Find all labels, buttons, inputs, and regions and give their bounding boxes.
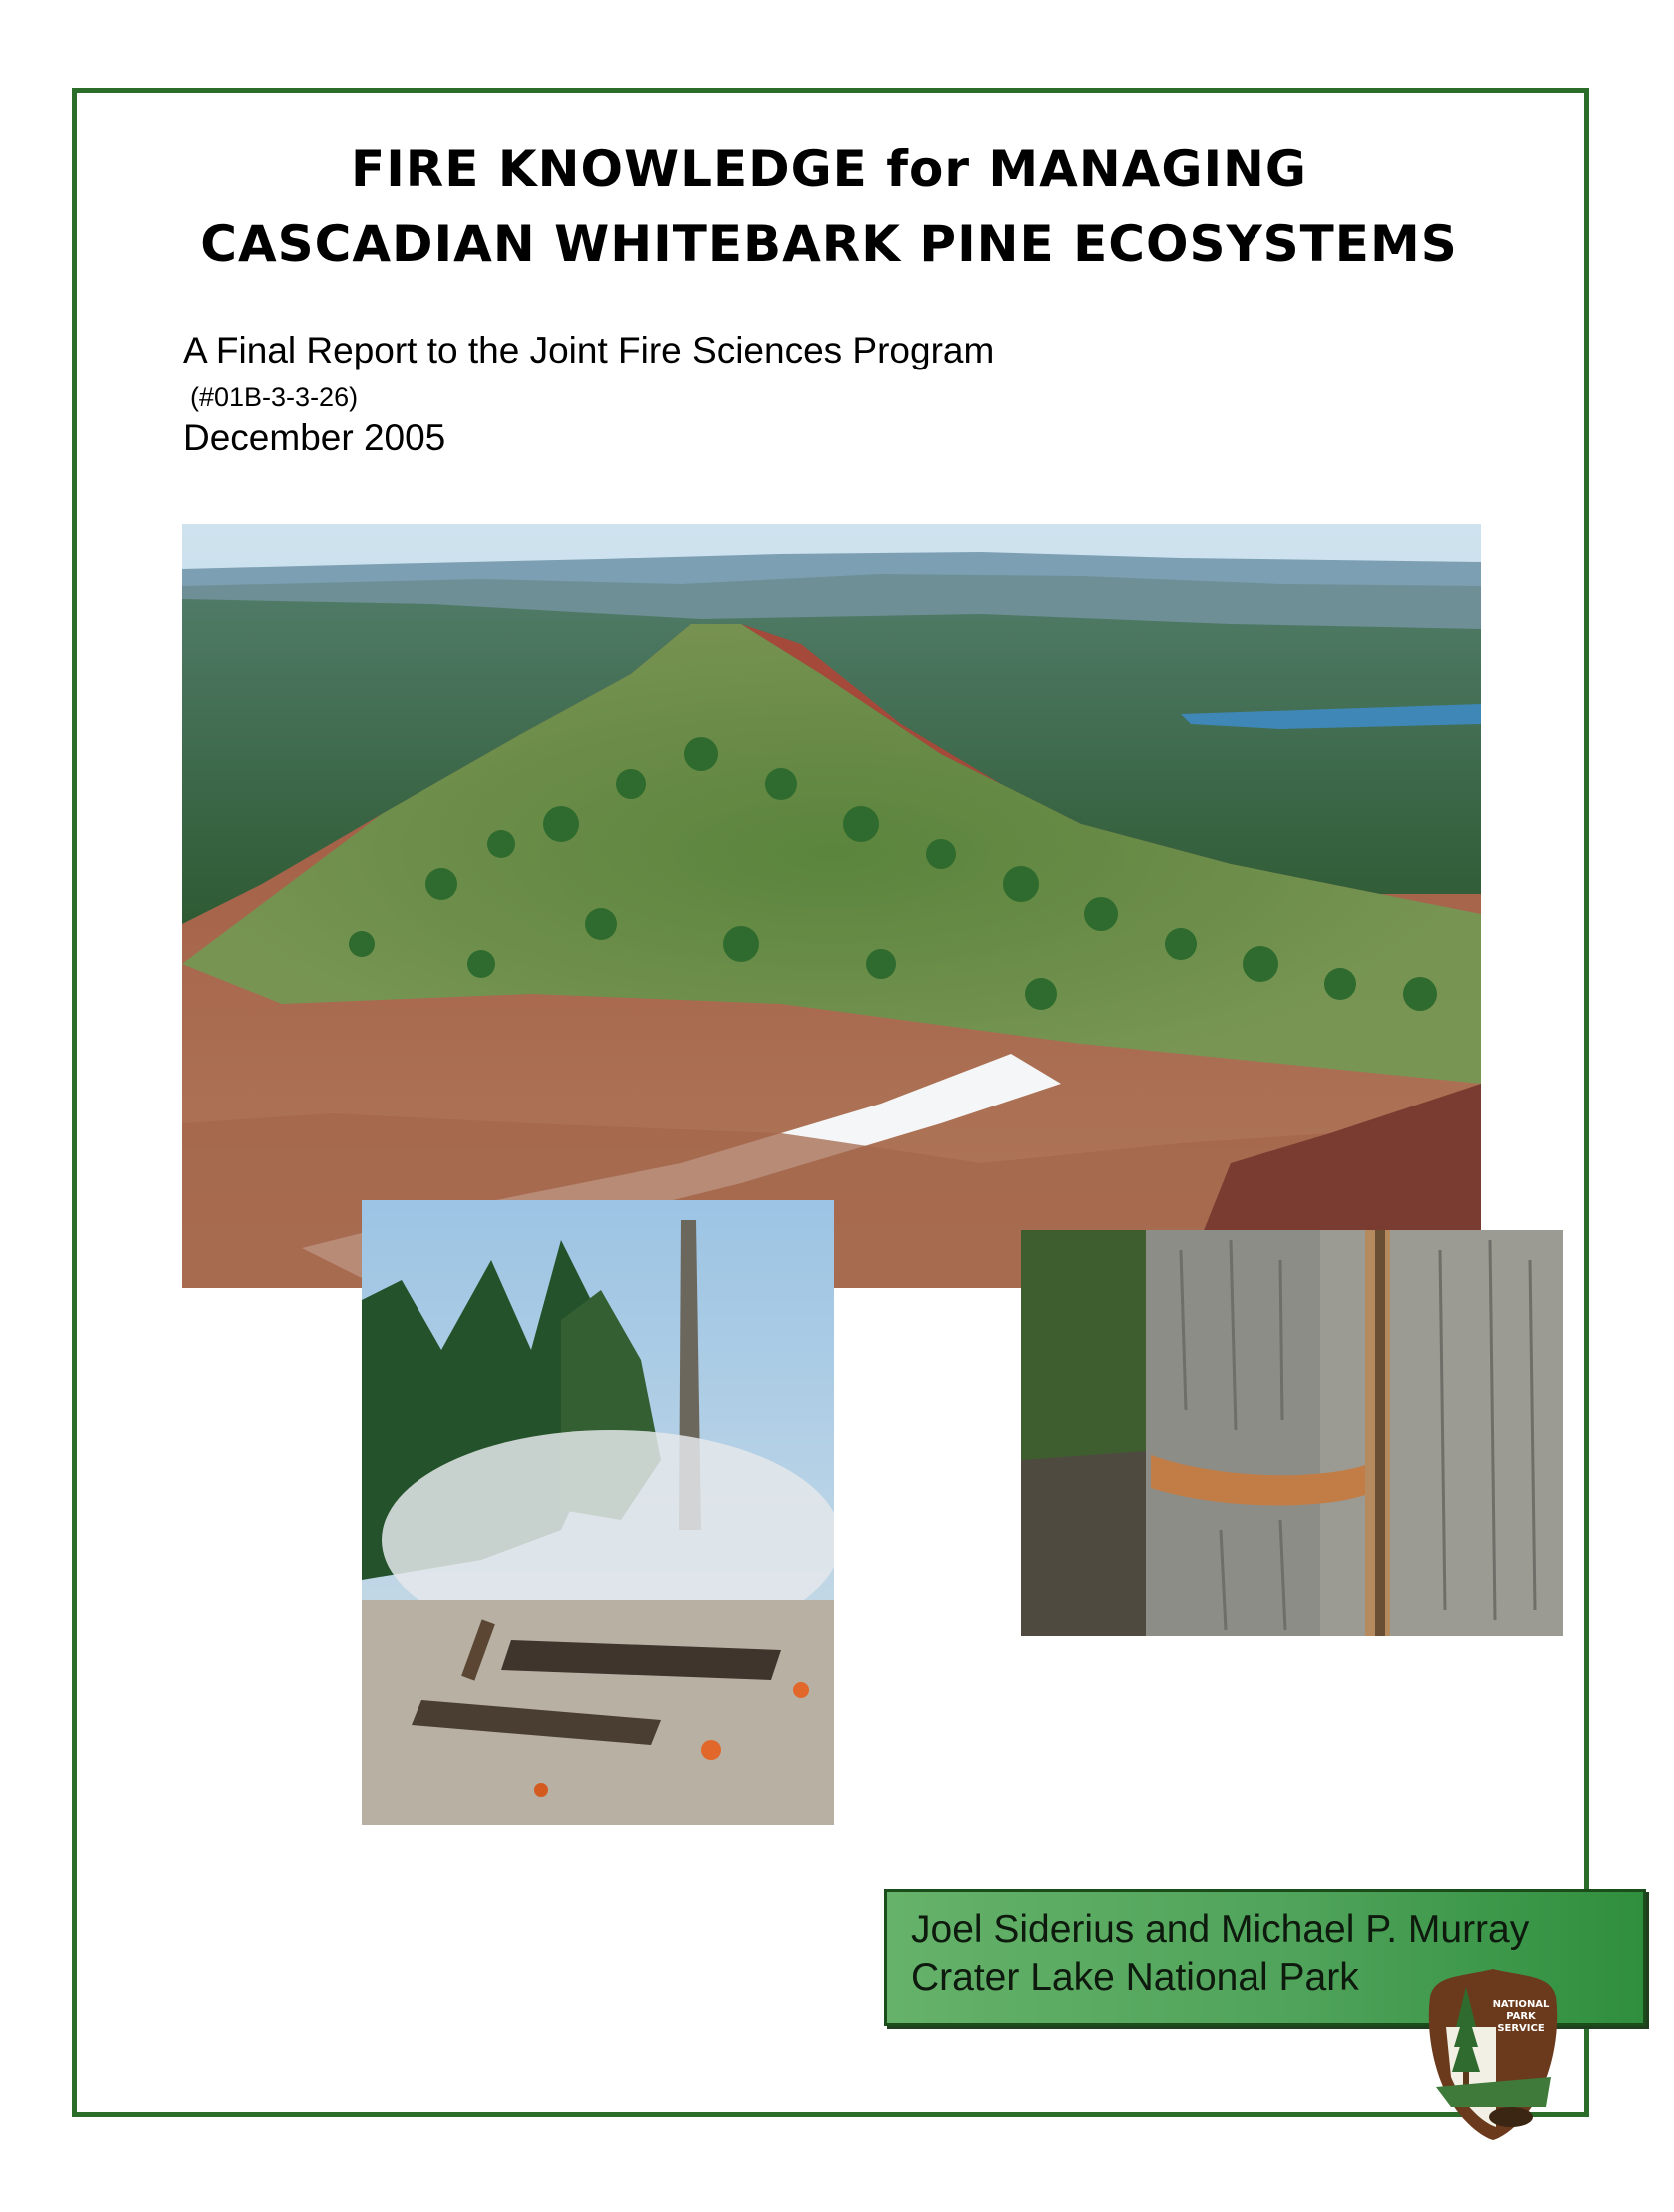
burning-forest-photo: [362, 1200, 834, 1825]
title-line-1: FIRE KNOWLEDGE for MANAGING: [351, 140, 1307, 198]
mountain-landscape-photo: [182, 524, 1481, 1288]
logo-text-line-3: SERVICE: [1497, 2023, 1545, 2034]
title-line-2: CASCADIAN WHITEBARK PINE ECOSYSTEMS: [200, 215, 1458, 273]
report-subtitle: A Final Report to the Joint Fire Sciences Program: [183, 330, 995, 370]
national-park-service-logo: [1426, 1967, 1561, 2142]
report-date: December 2005: [183, 417, 446, 458]
author-names: Joel Siderius and Michael P. Murray: [911, 1908, 1530, 1951]
logo-text-line-1: NATIONAL: [1492, 1999, 1550, 2010]
logo-text-line-2: PARK: [1506, 2011, 1536, 2022]
report-number: (#01B-3-3-26): [190, 382, 359, 412]
author-affiliation: Crater Lake National Park: [911, 1956, 1359, 1999]
girdled-tree-bark-photo: [1021, 1230, 1563, 1636]
